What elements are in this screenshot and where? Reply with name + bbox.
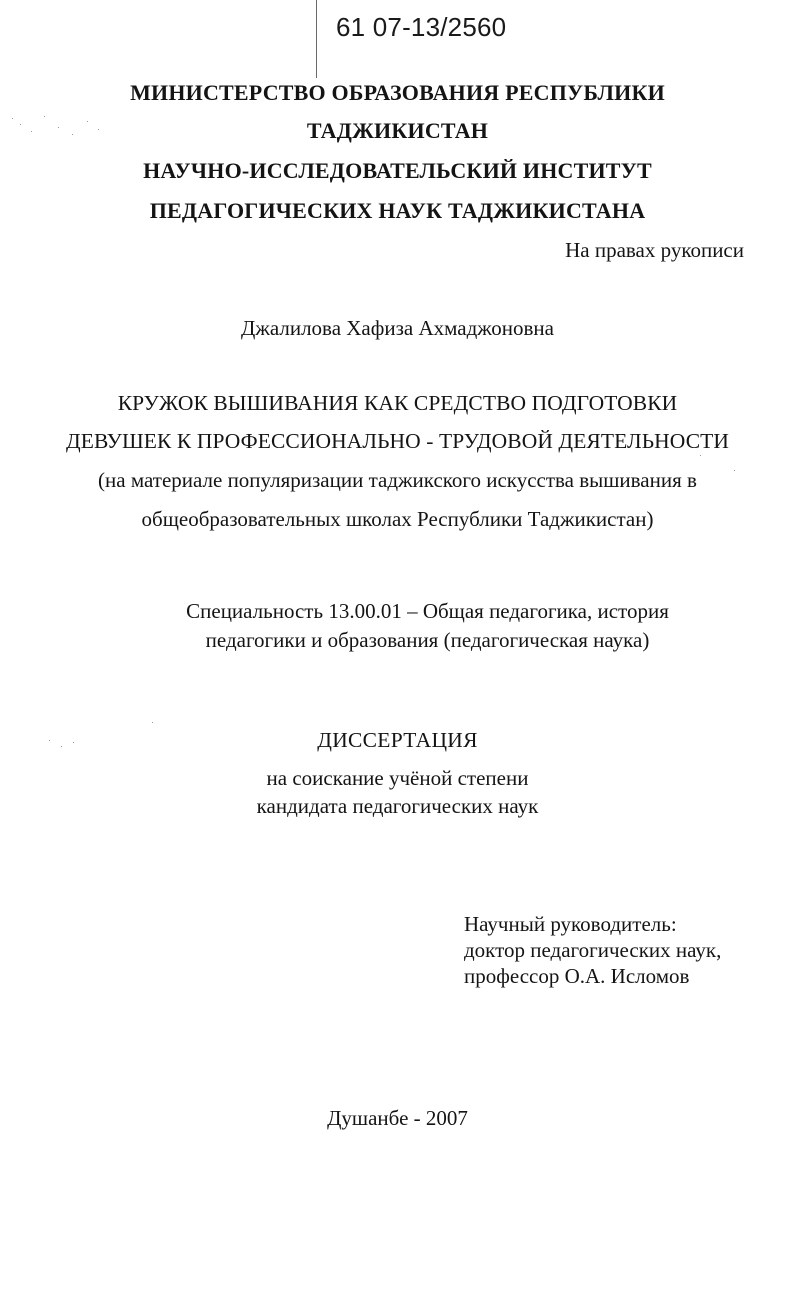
author-name: Джалилова Хафиза Ахмаджоновна — [241, 316, 554, 340]
degree-line-2: кандидата педагогических наук — [256, 794, 539, 818]
title-line-2: ДЕВУШЕК К ПРОФЕССИОНАЛЬНО - ТРУДОВОЙ ДЕЯТЕЛЬНОСТИ — [65, 429, 730, 453]
ministry-line-1: МИНИСТЕРСТВО ОБРАЗОВАНИЯ РЕСПУБЛИКИ — [130, 80, 665, 105]
specialty-line-1: Специальность 13.00.01 – Общая педагогика, история — [186, 599, 669, 623]
title-line-1: КРУЖОК ВЫШИВАНИЯ КАК СРЕДСТВО ПОДГОТОВКИ — [117, 391, 678, 415]
institute-line-1: НАУЧНО-ИССЛЕДОВАТЕЛЬСКИЙ ИНСТИТУТ — [143, 158, 652, 183]
stamp-divider — [316, 0, 317, 78]
place-and-year: Душанбе - 2007 — [327, 1106, 468, 1130]
institute-line-2: ПЕДАГОГИЧЕСКИХ НАУК ТАДЖИКИСТАНА — [149, 198, 646, 223]
supervisor-name: профессор О.А. Исломов — [464, 964, 690, 988]
degree-line-1: на соискание учёной степени — [266, 766, 529, 790]
subtitle-line-1: (на материале популяризации таджикского искусства вышивания в — [98, 468, 697, 492]
ministry-line-2: ТАДЖИКИСТАН — [306, 118, 489, 143]
catalog-number: 61 07-13/2560 — [336, 12, 507, 42]
supervisor-degree: доктор педагогических наук, — [464, 938, 722, 962]
specialty-line-2: педагогики и образования (педагогическая наука) — [205, 628, 650, 652]
document-type: ДИССЕРТАЦИЯ — [317, 728, 478, 752]
subtitle-line-2: общеобразовательных школах Республики Таджикистан) — [141, 507, 654, 531]
manuscript-note: На правах рукописи — [565, 238, 744, 262]
supervisor-label: Научный руководитель: — [464, 912, 677, 936]
